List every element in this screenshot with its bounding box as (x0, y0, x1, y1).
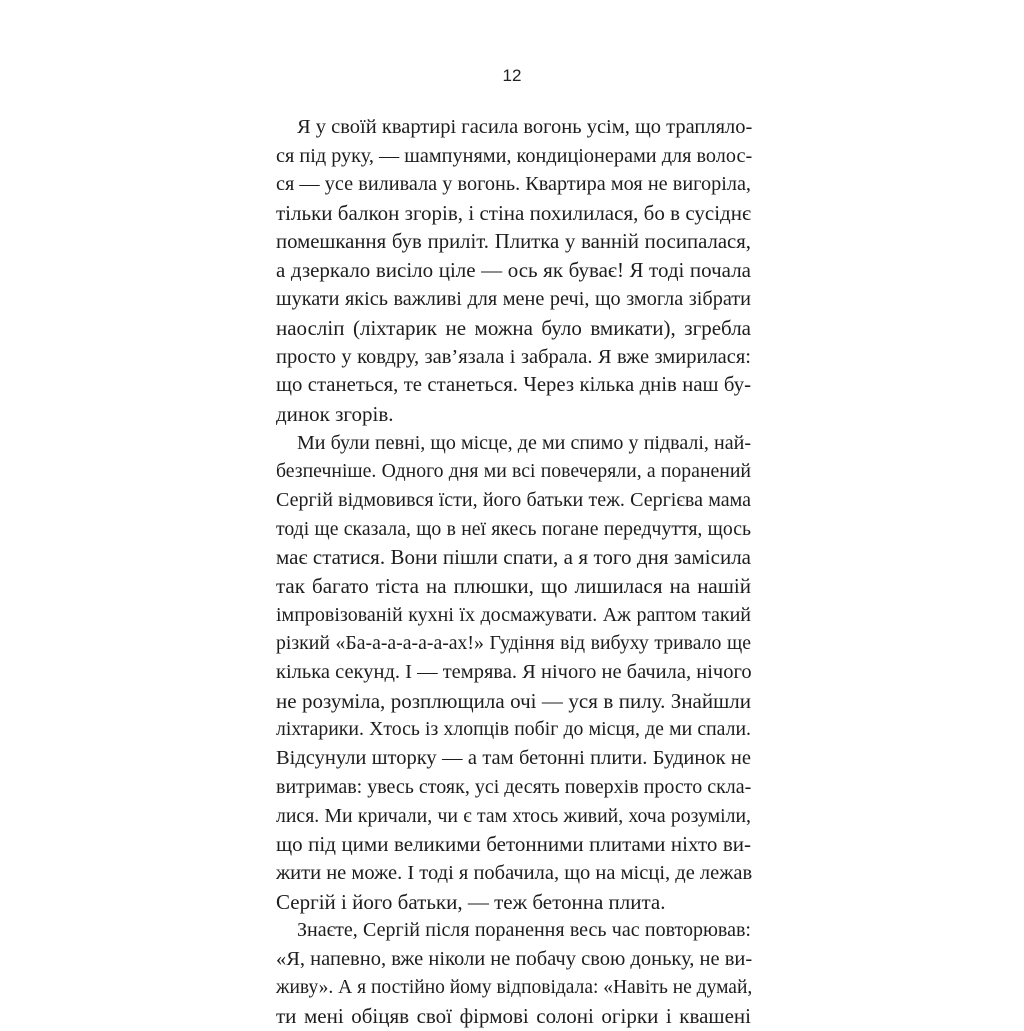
text-line: наосліп (ліхтарик не можна було вмикати), згребла (276, 315, 751, 340)
text-line: ліхтарики. Хтось із хлопців побіг до місця, де ми спали. (276, 718, 751, 741)
text-line: що під цими великими бетонними плитами ніхто ви- (276, 832, 751, 857)
text-line: тільки балкон згорів, і стіна похилилася, бо в сусіднє (276, 201, 751, 226)
text-line: не розуміла, розплющила очі — уся в пилу. Знайшли (276, 688, 751, 713)
text-line: динок згорів. (276, 401, 394, 426)
page-number: 12 (502, 66, 522, 85)
text-line: жити не може. І тоді я побачила, що на місці, де лежав (276, 861, 753, 884)
text-line: Я у своїй квартирі гасила вогонь усім, що трапляло- (297, 116, 753, 138)
text-line: витримав: увесь стояк, усі десять поверхів просто скла- (276, 775, 752, 798)
text-line: ся під руку, — шампунями, кондиціонерами для волос- (276, 144, 753, 167)
text-line: а дзеркало висіло ціле — ось як буває! Я тоді почала (276, 258, 751, 283)
text-line: безпечніше. Одного дня ми всі повечеряли, а поранений (276, 460, 751, 483)
text-line: кілька секунд. І — темрява. Я нічого не бачила, нічого (276, 661, 752, 684)
text-line: Сергій відмовився їсти, його батьки теж. Сергієва мама (276, 488, 751, 511)
text-line: що станеться, те станеться. Через кілька днів наш бу- (276, 374, 751, 397)
text-line: імпровізованій кухні їх досмажувати. Аж раптом такий (276, 603, 751, 626)
text-line: різкий «Ба-а-а-а-а-а-ах!» Гудіння від вибуху тривало ще (276, 632, 751, 655)
text-line: просто у ковдру, зав’язала і забрала. Я вже змирилася: (276, 345, 751, 368)
text-line: ся — усе виливала у вогонь. Квартира моя не вигоріла, (276, 173, 751, 196)
text-line: ти мені обіцяв свої фірмові солоні огірки і квашені (276, 1004, 751, 1029)
text-line: має статися. Вони пішли спати, а я того дня замісила (276, 545, 751, 570)
text-line: живу». А я постійно йому відповідала: «Навіть не думай, (276, 976, 753, 998)
text-line: Ми були певні, що місце, де ми спимо у підвалі, най- (297, 431, 751, 454)
text-line: Сергій і його батьки, — теж бетонна плита. (276, 889, 666, 914)
text-line: помешкання був приліт. Плитка у ванній посипалася, (276, 230, 751, 253)
text-line: тоді ще сказала, що в неї якесь погане передчуття, щось (276, 517, 751, 540)
text-line: «Я, напевно, вже ніколи не побачу свою доньку, не ви- (276, 947, 753, 970)
text-line: Відсунули шторку — а там бетонні плити. Будинок не (276, 747, 751, 770)
text-line: шукати якісь важливі для мене речі, що змогла зібрати (276, 288, 751, 311)
text-line: лися. Ми кричали, чи є там хтось живий, хоча розуміли, (276, 804, 751, 827)
body-text (276, 113, 751, 1031)
text-line: Знаєте, Сергій після поранення весь час повторював: (297, 919, 751, 942)
text-line: так багато тіста на плюшки, що лишилася на нашій (276, 574, 751, 598)
